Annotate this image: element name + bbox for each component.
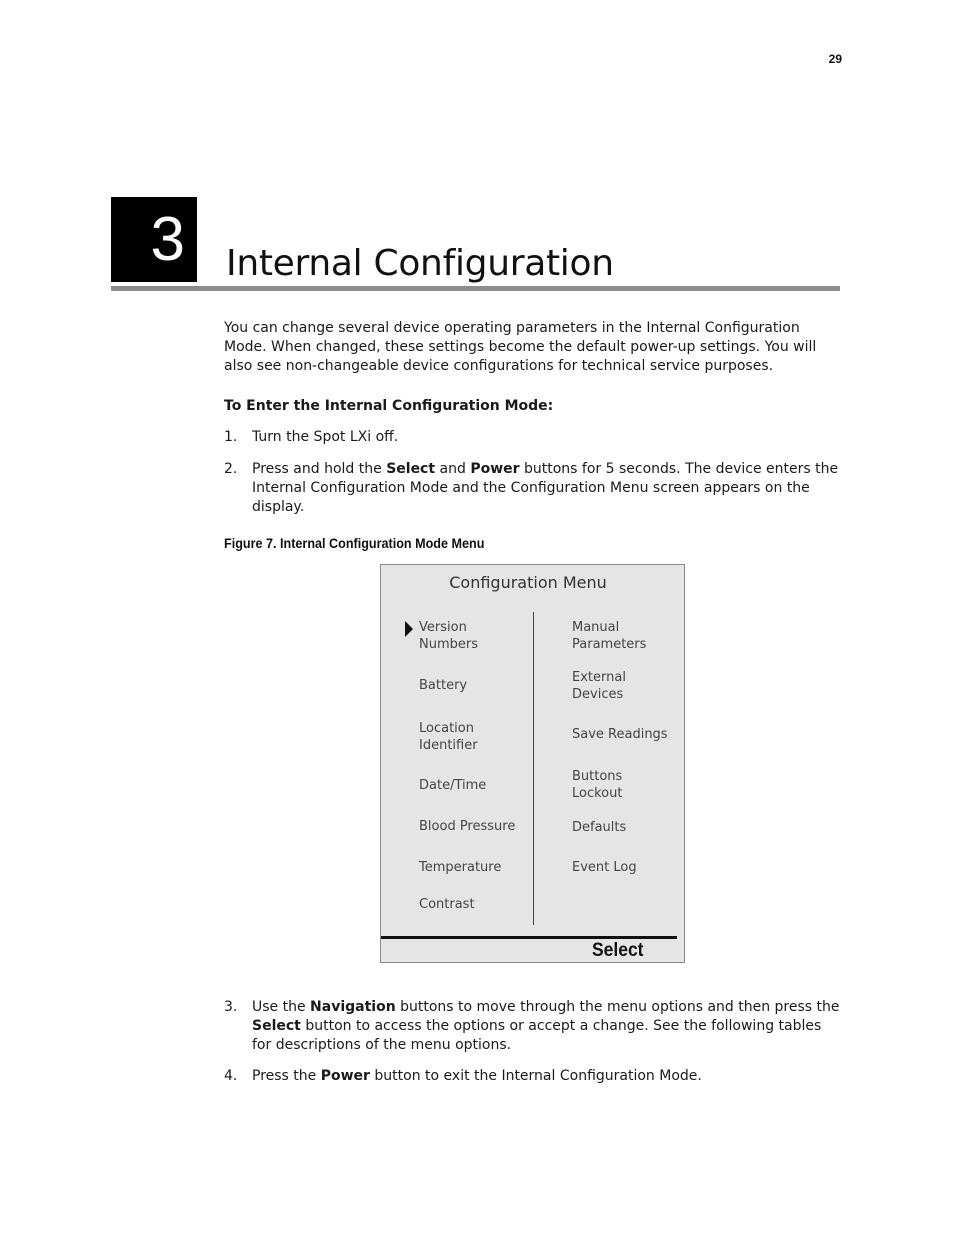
procedure-heading: To Enter the Internal Configuration Mode:: [224, 398, 554, 414]
menu-item-line: Save Readings: [572, 727, 668, 742]
menu-item-line: Temperature: [419, 860, 502, 875]
left-menu-item: [419, 818, 531, 835]
text-run: button to exit the Internal Configuration Mode.: [369, 1068, 702, 1084]
step-3: [224, 998, 840, 1055]
screen-title: Configuration Menu: [449, 573, 607, 592]
menu-item-line: External: [572, 670, 626, 685]
chapter-title: Internal Configuration: [226, 243, 614, 284]
text-run: and: [435, 461, 471, 477]
menu-item-line: Parameters: [572, 637, 647, 652]
right-menu-item: [572, 768, 682, 802]
page-number: 29: [828, 52, 842, 66]
step-text: [252, 428, 840, 447]
menu-item-line: Lockout: [572, 786, 623, 801]
text-run: button to access the options or accept a change. See the following tables for descriptions of the menu options.: [252, 1018, 822, 1053]
menu-item-line: Location: [419, 721, 474, 736]
bold-term: Power: [470, 461, 520, 477]
step-number: 3.: [224, 999, 238, 1015]
text-run: Turn the Spot LXi off.: [252, 429, 399, 445]
right-menu-item: [572, 859, 682, 876]
chapter-number-box: 3: [111, 197, 197, 282]
step-number: 4.: [224, 1068, 238, 1084]
step-number: 1.: [224, 429, 238, 445]
figure-caption: Figure 7. Internal Configuration Mode Menu: [224, 535, 485, 551]
menu-item-line: Manual: [572, 620, 620, 635]
step-2: [224, 460, 840, 517]
left-menu-item: [419, 677, 531, 694]
menu-item-line: Identifier: [419, 738, 478, 753]
select-softkey-label: Select: [592, 940, 644, 961]
menu-item-line: Buttons: [572, 769, 623, 784]
menu-item-line: Devices: [572, 687, 624, 702]
menu-item-line: Battery: [419, 678, 468, 693]
right-menu-item: [572, 669, 682, 703]
menu-item-line: Event Log: [572, 860, 637, 875]
text-run: Use the: [252, 999, 311, 1015]
menu-item-line: Contrast: [419, 897, 475, 912]
left-menu-item: [419, 777, 531, 794]
intro-paragraph: You can change several device operating parameters in the Internal Configuration Mode. When changed, these settings become the default power-up settings. You will also see non-changeable device configurations for technical service purposes.: [224, 320, 817, 374]
configuration-menu-screen: [380, 564, 685, 963]
title-rule: [111, 286, 840, 291]
bold-term: Navigation: [310, 999, 396, 1015]
right-menu-item: [572, 726, 682, 743]
right-menu-item: [572, 619, 682, 653]
text-run: buttons to move through the menu options and then press the: [395, 999, 840, 1015]
step-text: [252, 998, 840, 1055]
step-text: [252, 1067, 840, 1086]
menu-item-line: Version: [419, 620, 467, 635]
column-divider: [533, 612, 534, 925]
text-run: Press and hold the: [252, 461, 387, 477]
step-4: [224, 1067, 840, 1086]
bold-term: Power: [320, 1068, 370, 1084]
step-1: [224, 428, 840, 447]
left-menu-item: [419, 720, 531, 754]
text-run: buttons for 5 seconds. The device enters the Internal Configuration Mode and the Configuration Menu screen appears on the display.: [252, 461, 839, 515]
bold-term: Select: [252, 1018, 301, 1034]
step-text: [252, 460, 840, 517]
menu-item-line: Date/Time: [419, 778, 487, 793]
menu-item-line: Numbers: [419, 637, 478, 652]
menu-item-line: Defaults: [572, 820, 627, 835]
left-menu-item: [419, 896, 531, 913]
right-menu-item: [572, 819, 682, 836]
left-menu-item: [419, 859, 531, 876]
left-menu-item: [419, 619, 531, 653]
selection-cursor-icon: [405, 621, 413, 637]
step-number: 2.: [224, 461, 238, 477]
text-run: Press the: [252, 1068, 321, 1084]
bold-term: Select: [386, 461, 436, 477]
menu-item-line: Blood Pressure: [419, 819, 516, 834]
